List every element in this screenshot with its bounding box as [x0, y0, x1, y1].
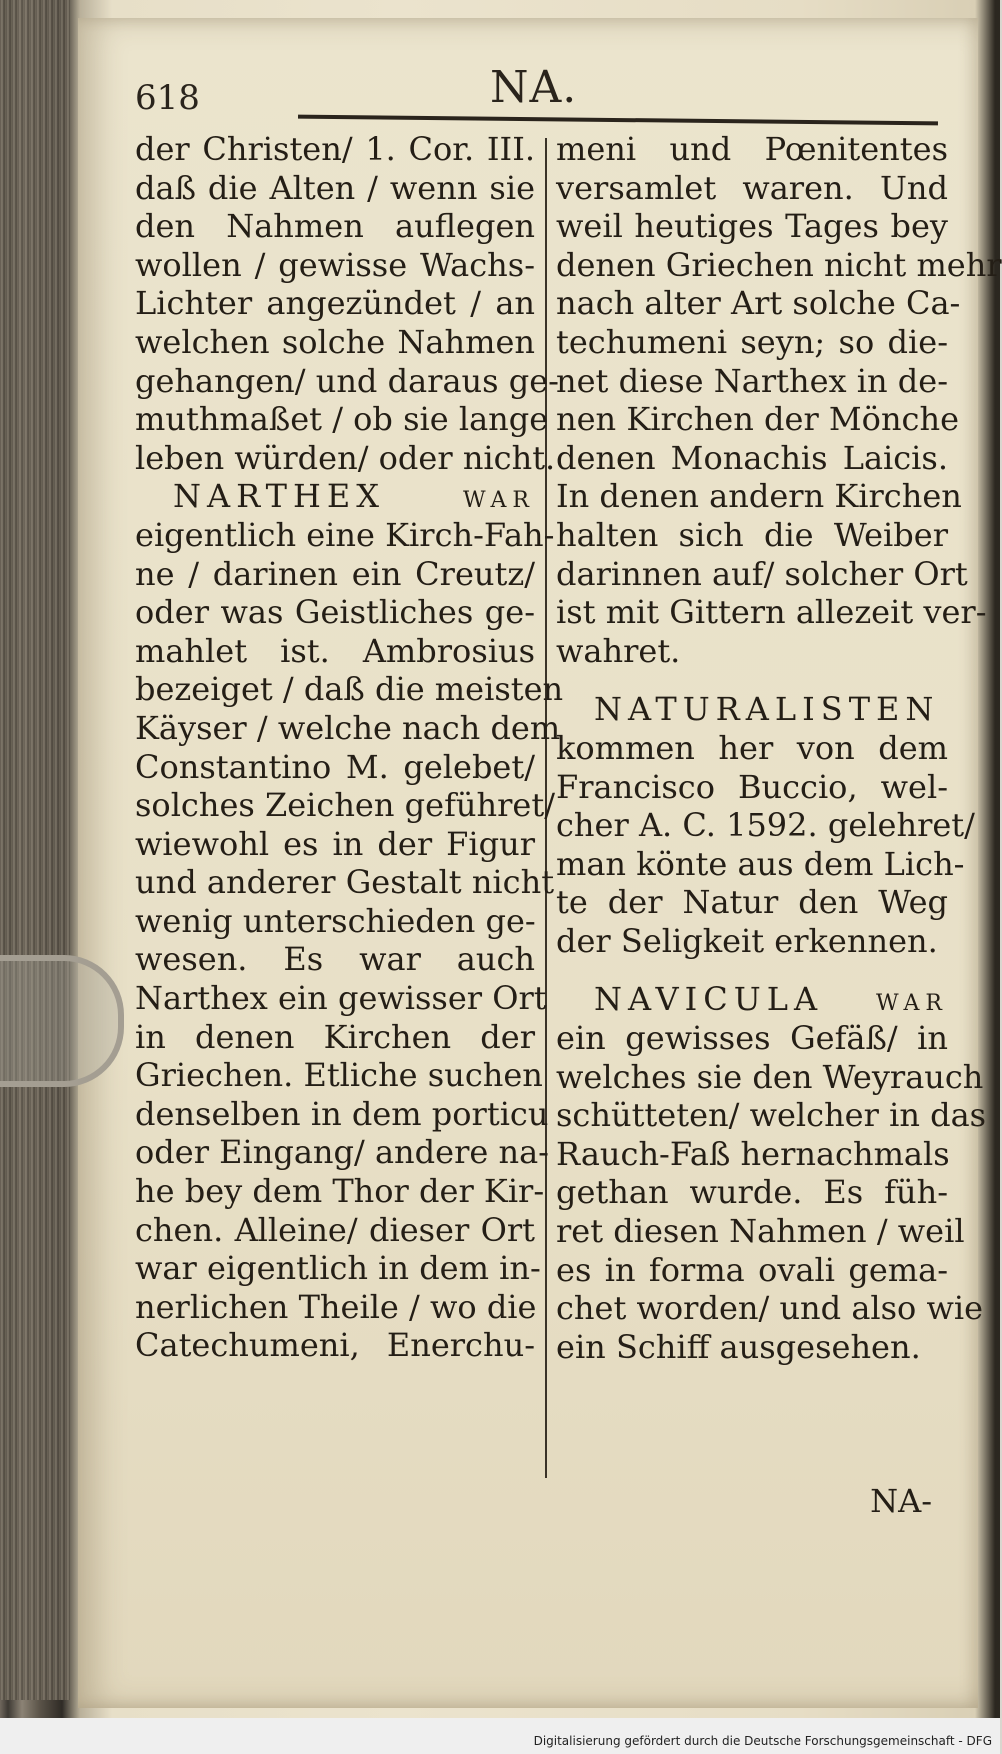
text-line: ne / darinen ein Creutz/: [135, 554, 535, 593]
text-line: chen. Alleine/ dieser Ort: [135, 1210, 535, 1249]
text-line: Narthex ein gewisser Ort: [135, 979, 547, 1018]
text-line: in denen Kirchen der: [135, 1017, 535, 1056]
text-line: oder was Geistliches ge-: [135, 593, 535, 632]
right-column: [556, 130, 1002, 1366]
text-line: cher A. C. 1592. gelehret/: [556, 806, 975, 845]
book-clamp: [0, 955, 124, 1087]
book-page-edges: [0, 0, 70, 1700]
text-line: bezeiget / daß die meisten: [135, 670, 564, 709]
text-line: wollen / gewisse Wachs-: [135, 245, 535, 284]
entry-heading-navicula: NAVICULA war: [594, 980, 948, 1019]
text-line: darinnen auf/ solcher Ort: [556, 554, 968, 593]
text-line: gethan wurde. Es füh-: [556, 1173, 948, 1212]
text-line: oder Eingang/ andere na-: [135, 1133, 549, 1172]
text-line: kommen her von dem: [556, 728, 948, 767]
page-number: 618: [135, 78, 200, 118]
digitization-credit: Digitalisierung gefördert durch die Deutsche Forschungsgemeinschaft - DFG: [533, 1734, 992, 1748]
text-line: wenig unterschieden ge-: [135, 901, 536, 940]
text-line: welches sie den Weyrauch: [556, 1057, 984, 1096]
text-line: In denen andern Kirchen: [556, 477, 962, 516]
running-head: NA.: [490, 62, 578, 113]
text-line: mahlet ist. Ambrosius: [135, 631, 535, 670]
text-line: ret diesen Nahmen / weil: [556, 1212, 965, 1251]
text-line: Rauch-Faß hernachmals: [556, 1134, 950, 1173]
text-line: ein Schiff ausgesehen.: [556, 1327, 921, 1366]
text-line: war eigentlich in dem in-: [135, 1249, 541, 1288]
text-line: wesen. Es war auch: [135, 940, 535, 979]
catchword: NA-: [870, 1482, 932, 1520]
text-line: nen Kirchen der Mönche: [556, 400, 960, 439]
text-line: den Nahmen auflegen: [135, 207, 535, 246]
text-line: eigentlich eine Kirch-Fah-: [135, 515, 555, 554]
text-line: wahret.: [556, 631, 681, 670]
text-line: net diese Narthex in de-: [556, 361, 949, 400]
text-line: daß die Alten / wenn sie: [135, 168, 535, 207]
text-line: und anderer Gestalt nicht: [135, 863, 555, 902]
text-line: nerlichen Theile / wo die: [135, 1287, 537, 1326]
text-line: Catechumeni, Enerchu-: [135, 1326, 535, 1365]
text-line: welchen solche Nahmen: [135, 322, 535, 361]
left-column: [135, 130, 564, 1365]
text-line: Griechen. Etliche suchen: [135, 1056, 543, 1095]
text-line: te der Natur den Weg: [556, 883, 948, 922]
text-line: Käyser / welche nach dem: [135, 708, 561, 747]
text-line: man könte aus dem Lich-: [556, 844, 965, 883]
text-line: chet worden/ und also wie: [556, 1289, 984, 1328]
text-line: gehangen/ und daraus ge-: [135, 361, 559, 400]
text-line: techumeni seyn; so die-: [556, 322, 948, 361]
text-line: weil heutiges Tages bey: [556, 207, 948, 246]
text-line: wiewohl es in der Figur: [135, 824, 535, 863]
text-line: ein gewisses Gefäß/ in: [556, 1019, 948, 1058]
text-line: schütteten/ welcher in das: [556, 1096, 987, 1135]
entry-heading-naturalisten: NATURALISTEN: [594, 690, 940, 729]
text-line: denen Monachis Laicis.: [556, 438, 948, 477]
text-line: denen Griechen nicht mehr: [556, 245, 1002, 284]
text-line: leben würden/ oder nicht.: [135, 438, 556, 477]
text-line: ist mit Gittern allezeit ver-: [556, 593, 987, 632]
text-line: es in forma ovali gema-: [556, 1250, 948, 1289]
text-line: halten sich die Weiber: [556, 515, 948, 554]
text-line: der Christen/ 1. Cor. III.: [135, 130, 535, 168]
text-line: Francisco Buccio, wel-: [556, 767, 948, 806]
text-line: denselben in dem porticu: [135, 1094, 549, 1133]
text-line: muthmaßet / ob sie lange: [135, 400, 549, 439]
entry-heading-narthex: NARTHEX war: [173, 477, 535, 516]
text-line: he bey dem Thor der Kir-: [135, 1172, 545, 1211]
text-line: meni und Pœnitentes: [556, 130, 948, 168]
text-line: Lichter angezündet / an: [135, 284, 535, 323]
text-line: der Seligkeit erkennen.: [556, 921, 938, 960]
text-line: nach alter Art solche Ca-: [556, 284, 961, 323]
text-line: solches Zeichen geführet/: [135, 786, 555, 825]
text-line: Constantino M. gelebet/: [135, 747, 535, 786]
text-line: versamlet waren. Und: [556, 168, 948, 207]
